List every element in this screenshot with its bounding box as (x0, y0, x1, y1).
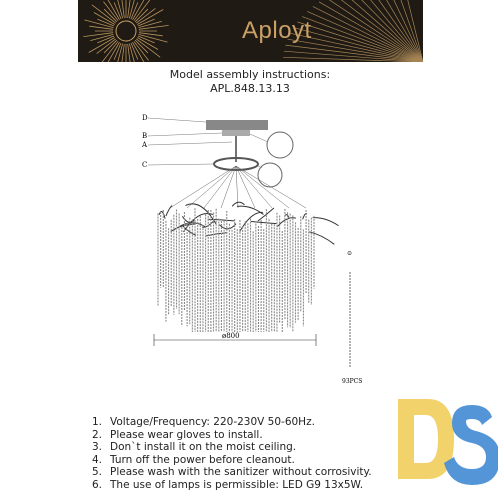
strand-count-label: 93PCS (342, 378, 363, 385)
side-strand-top-label: ⊙ (347, 250, 353, 257)
branch (237, 206, 264, 214)
branch (309, 232, 334, 245)
branch (159, 211, 165, 218)
sun-ray (115, 44, 123, 62)
part-label-b: B (142, 132, 148, 140)
instruction-item: 2. Please wear gloves to install. (92, 428, 263, 441)
wire (236, 166, 255, 208)
document-title: Model assembly instructions: (169, 68, 331, 81)
sun-ray (298, 22, 423, 62)
instruction-item: 3. Don`t install it on the moist ceiling. (92, 441, 297, 453)
chandelier-drawing (140, 100, 380, 395)
instruction-item: 5. Please wash with the sanitizer without corrosivity. (92, 466, 372, 478)
part-label-d: D (142, 114, 148, 122)
sun-ray (128, 44, 132, 62)
callout-line (250, 134, 268, 142)
sun-ray (129, 0, 137, 18)
branch (166, 205, 172, 216)
branch (208, 219, 235, 221)
diameter-label: ø800 (222, 332, 240, 340)
wire (204, 166, 236, 208)
part-label-a: A (142, 141, 148, 149)
canopy-bracket (222, 130, 250, 136)
part-label-c: C (142, 161, 148, 169)
wire (170, 166, 236, 208)
leader-c (148, 164, 214, 165)
instructions-list (92, 416, 372, 491)
branch (313, 218, 339, 226)
ceiling-canopy (206, 120, 268, 130)
wire (236, 166, 238, 208)
branch-frame (159, 202, 338, 244)
model-number: APL.848.13.13 (210, 82, 290, 95)
leader-b (148, 133, 222, 136)
detail-callout (267, 132, 293, 158)
detail-callout-2 (258, 163, 282, 187)
instruction-item: 4. Turn off the power before cleanout. (92, 453, 295, 466)
brand-name: Aployt (242, 17, 312, 44)
wire (236, 166, 306, 208)
ds-logo (392, 395, 498, 495)
suspension-wires (170, 166, 306, 208)
leader-d (148, 118, 206, 122)
brand-banner (78, 0, 423, 62)
sun-ray (120, 0, 124, 18)
instruction-item: 6. The use of lamps is permissible: LED G9 13x5W. (92, 478, 364, 491)
instruction-item: 1. Voltage/Frequency: 220-230V 50-60Hz. (92, 416, 315, 428)
branch (251, 221, 276, 223)
wire (236, 166, 289, 208)
leader-a (148, 142, 232, 145)
